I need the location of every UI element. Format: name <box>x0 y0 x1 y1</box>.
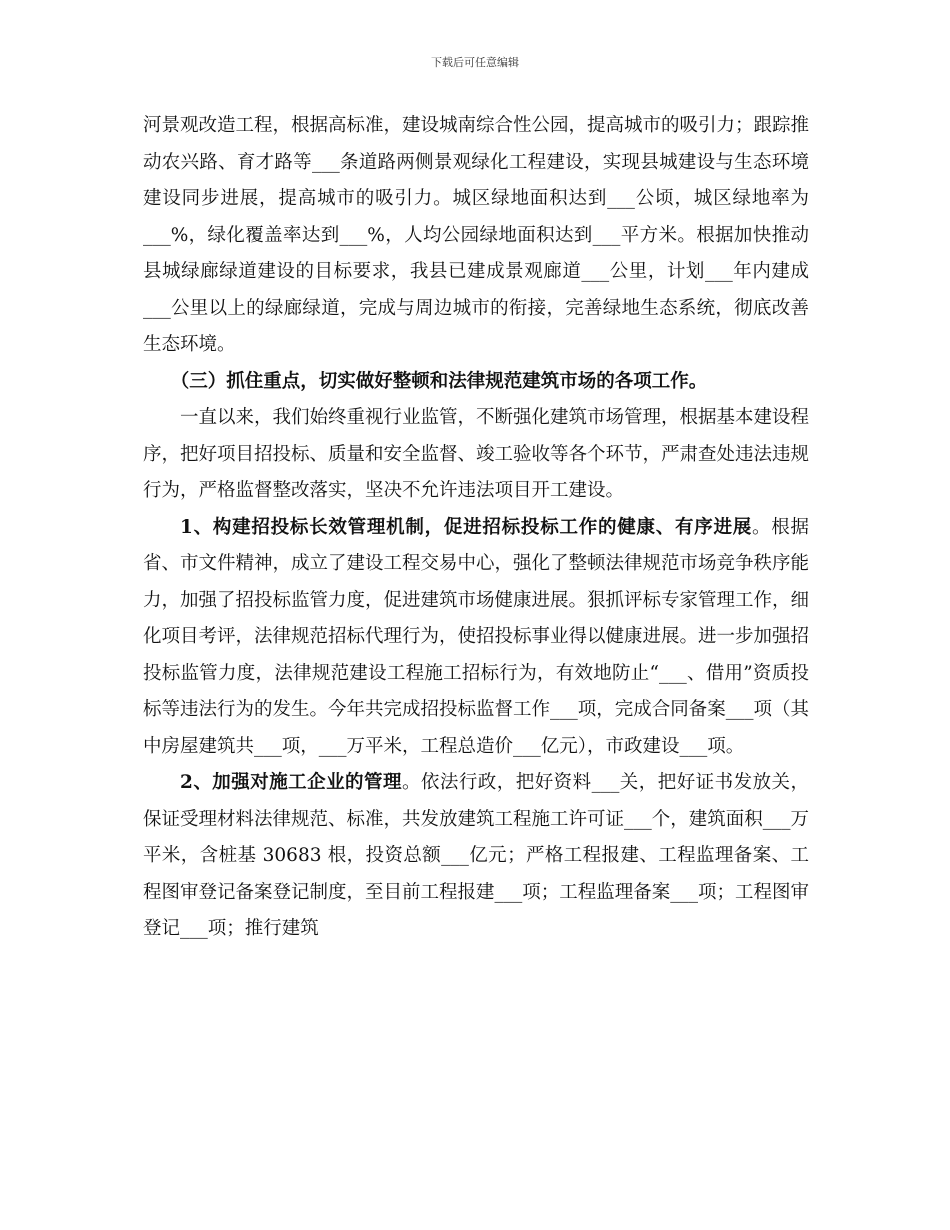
bidding-text: 。根据省、市文件精神，成立了建设工程交易中心，强化了整顿法律规范市场竞争秩序能力，加强了招投标监管力度，促进建筑市场健康进展。狠抓评标专家管理工作，细化项目考评，法律规范招标代理行为，使招投标事业得以健康进展。进一步加强招投标监管力度，法律规范建设工程施工招标行为，有效地防止“___、借用”资质投标等违法行为的发生。今年共完成招投标监督工作___项，完成合同备案___项（其中房屋建筑共___项，___万平米，工程总造价___亿元），市政建设___项。 <box>143 516 810 757</box>
paragraph-greening: 河景观改造工程，根据高标准，建设城南综合性公园，提高城市的吸引力；跟踪推动农兴路、育才路等___条道路两侧景观绿化工程建设，实现县城建设与生态环境建设同步进展，提高城市的吸引力。城区绿地面积达到___公顷，城区绿地率为___%，绿化覆盖率达到___%，人均公园绿地面积达到___平方米。根据加快推动县城绿廊绿道建设的目标要求，我县已建成景观廊道___公里，计划___年内建成___公里以上的绿廊绿道，完成与周边城市的衔接，完善绿地生态系统，彻底改善生态环境。 <box>143 115 810 355</box>
section-heading-3: （三）抓住重点，切实做好整顿和法律规范建筑市场的各项工作。 <box>170 370 708 392</box>
enterprise-text: 。依法行政，把好资料___关，把好证书发放关，保证受理材料法律规范、标准，共发放建筑工程施工许可证___个，建筑面积___万平米，含桩基 30683 根，投资总额___亿元；严格工程报建、工程监理备案、工程图审登记备案登记制度，至目前工程报建___项；工程监理备案___项；工程图审登记___项；推行建筑 <box>143 772 810 939</box>
paragraph-bidding <box>143 510 809 766</box>
document-body <box>143 108 809 948</box>
paragraph-supervision: 一直以来，我们始终重视行业监管，不断强化建筑市场管理，根据基本建设程序，把好项目招投标、质量和安全监督、竣工验收等各个环节，严肃查处违法违规行为，严格监督整改落实，坚决不允许违法项目开工建设。 <box>143 407 810 501</box>
bidding-heading: 1、构建招投标长效管理机制，促进招标投标工作的健康、有序进展 <box>180 516 752 538</box>
paragraph-enterprise <box>143 765 809 948</box>
page-header: 下载后可任意编辑 <box>431 56 519 69</box>
enterprise-heading: 2、加强对施工企业的管理 <box>180 772 402 793</box>
